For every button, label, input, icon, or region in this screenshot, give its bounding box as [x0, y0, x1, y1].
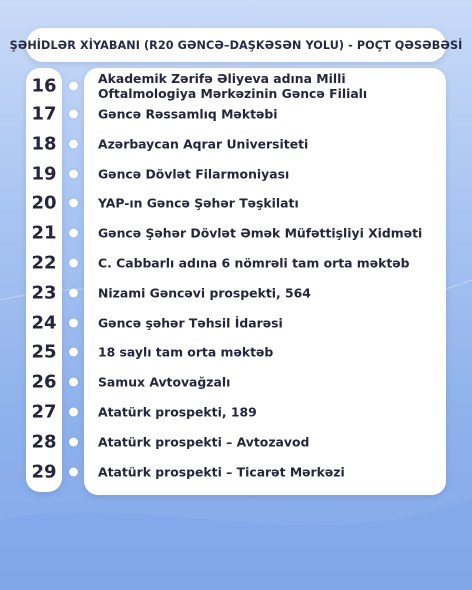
- stop-number: 25: [31, 341, 57, 363]
- bullet-dot-icon: [69, 170, 78, 179]
- list-item: [26, 100, 446, 128]
- bullet-dot-icon: [69, 378, 78, 387]
- bullet-dot-icon: [69, 319, 78, 328]
- stop-name: 18 saylı tam orta məktəb: [98, 344, 274, 360]
- stop-number: 21: [31, 222, 57, 244]
- stop-name: YAP-ın Gəncə Şəhər Təşkilatı: [98, 195, 299, 211]
- list-item: [26, 189, 446, 217]
- list-item: [26, 338, 446, 366]
- list-item: [26, 249, 446, 277]
- list-item: [26, 458, 446, 486]
- bullet-dot-icon: [69, 140, 78, 149]
- stop-number: 19: [31, 163, 57, 185]
- bullet-dot-icon: [69, 259, 78, 268]
- list-item: [26, 219, 446, 247]
- stop-name: Nizami Gəncəvi prospekti, 564: [98, 285, 311, 301]
- stop-name: Gəncə Rəssamlıq Məktəbi: [98, 106, 278, 122]
- list-item: [26, 398, 446, 426]
- stop-name: Samux Avtovağzalı: [98, 374, 231, 390]
- stop-number: 18: [31, 133, 57, 155]
- route-title: ŞƏHİDLƏR XİYABANI (R20 GƏNCƏ–DAŞKƏSƏN YOLU) - POÇT QƏSƏBƏSİ: [9, 38, 463, 52]
- stop-name: Atatürk prospekti – Avtozavod: [98, 434, 310, 450]
- list-item: [26, 428, 446, 456]
- stop-number: 17: [31, 103, 57, 125]
- stop-name: Atatürk prospekti – Ticarət Mərkəzi: [98, 464, 345, 480]
- stop-number: 27: [31, 401, 57, 423]
- bullet-dot-icon: [69, 348, 78, 357]
- stop-name: Gəncə Şəhər Dövlət Əmək Müfəttişliyi Xidməti: [98, 225, 423, 241]
- stop-number: 16: [31, 75, 57, 97]
- list-item: [26, 279, 446, 307]
- bullet-dot-icon: [69, 229, 78, 238]
- bullet-dot-icon: [69, 82, 78, 91]
- bullet-dot-icon: [69, 468, 78, 477]
- stop-name: Azərbaycan Aqrar Universiteti: [98, 136, 309, 152]
- stop-number: 28: [31, 431, 57, 453]
- list-item: [26, 160, 446, 188]
- stop-number: 22: [31, 252, 57, 274]
- bullet-dot-icon: [69, 110, 78, 119]
- list-item: [26, 368, 446, 396]
- stop-number: 23: [31, 282, 57, 304]
- list-item: [26, 71, 446, 101]
- stop-number: 26: [31, 371, 57, 393]
- stop-name: C. Cabbarlı adına 6 nömrəli tam orta məktəb: [98, 255, 410, 271]
- stop-number: 29: [31, 461, 57, 483]
- route-header: [9, 28, 463, 62]
- stop-name: Gəncə Dövlət Filarmoniyası: [98, 166, 290, 182]
- stop-name: Gəncə şəhər Təhsil İdarəsi: [98, 315, 283, 331]
- bullet-dot-icon: [69, 199, 78, 208]
- stop-name: Atatürk prospekti, 189: [98, 404, 257, 420]
- bullet-dot-icon: [69, 289, 78, 298]
- list-item: [26, 309, 446, 337]
- bullet-dot-icon: [69, 408, 78, 417]
- bullet-dot-icon: [69, 438, 78, 447]
- stop-number: 20: [31, 192, 57, 214]
- stop-number: 24: [31, 312, 57, 334]
- list-item: [26, 130, 446, 158]
- stop-name: Akademik Zərifə Əliyeva adına Milli Oftalmologiya Mərkəzinin Gəncə Filialı: [98, 71, 368, 101]
